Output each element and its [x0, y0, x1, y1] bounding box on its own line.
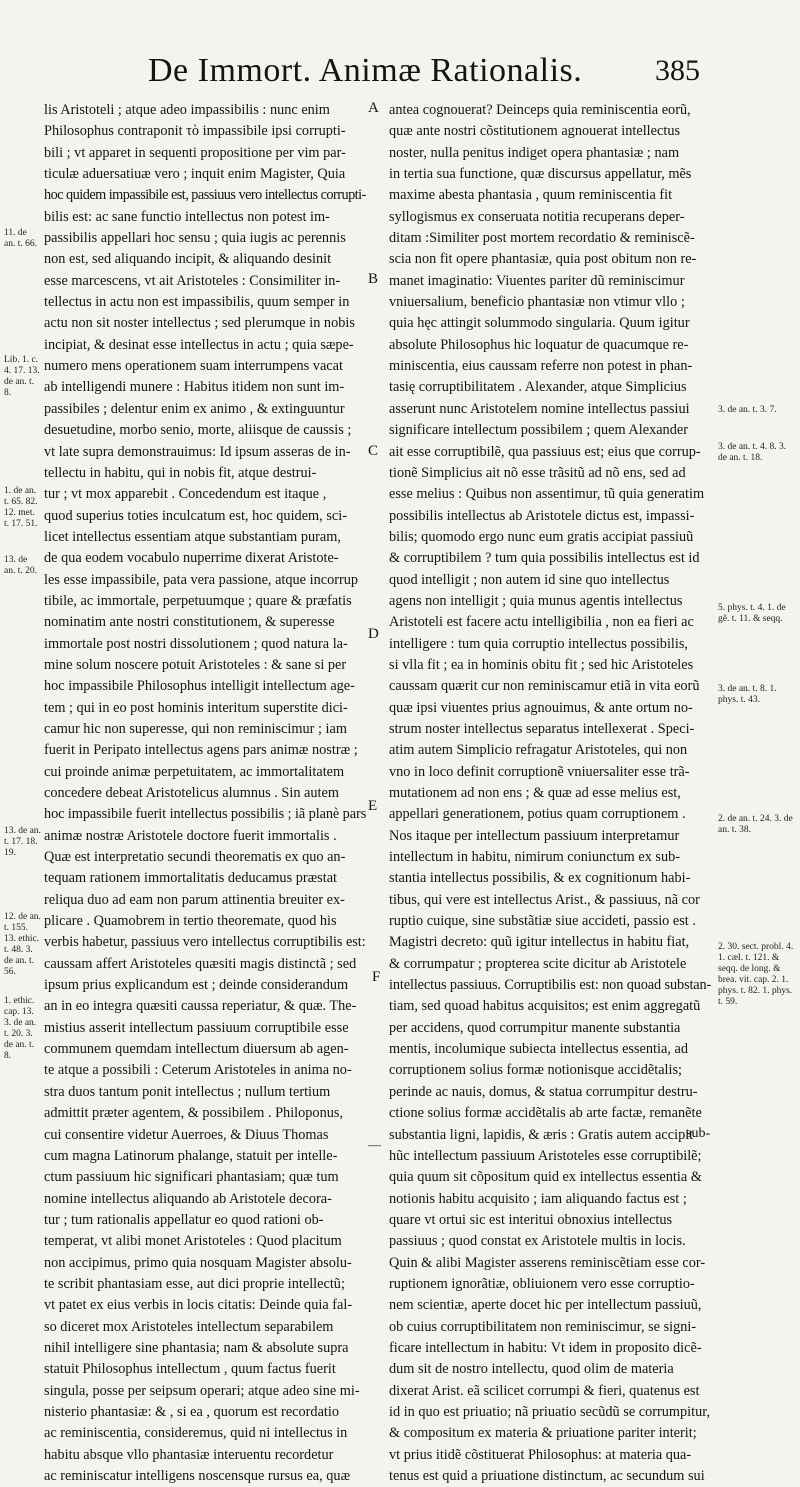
- text-line: mutationem ad non ens ; & quæ ad esse melius est,: [389, 785, 681, 801]
- text-line: lis Aristoteli ; atque adeo impassibilis : nunc enim: [44, 102, 330, 118]
- text-line: Nos itaque per intellectum passiuum interpretamur: [389, 827, 680, 844]
- text-line: asserunt nunc Aristotelem nomine intellectus passiui: [389, 400, 690, 417]
- text-line: ac reminiscatur intelligens noscensque rursus ea, quæ: [44, 1468, 351, 1484]
- margin-note: 3. de an. t. 4. 8. 3. de an. t. 18.: [718, 442, 787, 463]
- text-line: quæ ipsi viuentes prius agnouimus, & ante ortum no-: [389, 699, 693, 716]
- text-line: strum noster intellectus separatus intellexerat . Speci-: [389, 720, 695, 737]
- text-line: singula, posse per seipsum operari; atque adeo sine mi-: [44, 1382, 360, 1399]
- text-line: tur ; vt mox apparebit . Concedendum est itaque ,: [44, 486, 327, 503]
- text-line: ait esse corruptibilẽ, qua passiuus est; eius que corrup-: [389, 443, 701, 460]
- margin-note: 2. 30. sect. probl. 4. 1. cæl. t. 121. & seqq. de long. & brea. vit. cap. 2. 1. phys. t. 82. 1. phys. t. 59.: [718, 942, 794, 1007]
- text-line: quod intelligit ; non autem id sine quo intellectus: [389, 571, 670, 588]
- text-line: appellari generationem, potius quam corruptionem .: [389, 806, 686, 823]
- text-line: syllogismus ex conseruata notitia recuperans deper-: [389, 208, 685, 225]
- text-line: an in eo integra quæsiti caussa reperiatur, & quæ. The-: [44, 998, 357, 1015]
- text-line: de qua eodem vocabulo nuperrime dixerat Aristote-: [44, 550, 339, 567]
- text-line: passibilis appellari hoc sensu ; quia iugis ac perennis: [44, 230, 346, 247]
- text-line: tionẽ Simplicius ait nõ esse trãsitũ ad nõ ens, sed ad: [389, 464, 686, 481]
- text-line: possibilis intellectus ab Aristotele dictus est, impassi-: [389, 507, 695, 524]
- text-line: mentis, incolumique subiecta intellectus essentia, ad: [389, 1041, 688, 1058]
- text-line: stantia intellectus possibilis, & ex cognitionum habi-: [389, 870, 691, 887]
- text-line: ctione solius formæ accidẽtalis ab arte factæ, remanẽte: [389, 1105, 702, 1122]
- text-line: animæ nostræ Aristotele doctore fuerit immortalis .: [44, 827, 337, 844]
- text-line: tellectu in habitu, qui in nobis fit, atque destrui-: [44, 464, 317, 481]
- section-marker: E: [368, 798, 378, 814]
- text-line: & corrumpatur ; propterea scite dicitur ab Aristotele: [389, 955, 687, 972]
- text-line: Quin & alibi Magister asserens reminiscẽtiam esse cor-: [389, 1254, 706, 1271]
- text-line: ctum passiuum hic significari phantasiam; quæ tum: [44, 1169, 339, 1186]
- text-line: quod superius toties inculcatum est, hoc quidem, sci-: [44, 507, 347, 524]
- text-line: caussam quærit cur non reminiscamur etiã in vita eorũ: [389, 678, 700, 695]
- section-marker: C: [368, 443, 379, 459]
- text-line: Magistri decreto: quũ igitur intellectus in habitu fiat,: [389, 934, 690, 951]
- text-line: significare intellectum possibilem ; quem Alexander: [389, 422, 688, 439]
- section-marker: D: [368, 626, 379, 642]
- text-line: tur ; tum rationalis appellatur eo quod rationi ob-: [44, 1211, 324, 1228]
- text-line: per accidens, quod corrumpitur manente substantia: [389, 1019, 681, 1036]
- text-line: cui proinde animæ perpetuitatem, ac immortalitatem: [44, 763, 345, 780]
- section-marker: F: [372, 969, 381, 985]
- text-line: ficare intellectum in habitu: Vt idem in proposito dicẽ-: [389, 1339, 702, 1356]
- text-line: nisterio phantasiæ: & , si ea , quorum est recordatio: [44, 1403, 340, 1420]
- text-line: ruptio cuique, sine substãtiæ siue accideti, passio est .: [389, 913, 696, 930]
- text-line: tibus, qui vere est intellectus Arist., & passiuus, nã cor: [389, 891, 700, 908]
- text-line: agens non intelligit ; quia munus agentis intellectus: [389, 592, 683, 609]
- text-line: ditam :Similiter post mortem recordatio & reminiscẽ-: [389, 230, 695, 247]
- text-line: statuit Philosophus intellectum , quum factus fuerit: [44, 1361, 336, 1378]
- text-line: caussam affert Aristoteles quæsiti magis distinctã ; sed: [44, 955, 357, 972]
- text-line: quæ ante nostri cõstitutionem agnouerat intellectus: [389, 123, 681, 140]
- margin-note: 12. de an. t. 155. 13. ethic. t. 48. 3. de an. t. 56.: [4, 912, 41, 977]
- text-line: perinde ac nauis, domus, & statua corrumpitur destru-: [389, 1083, 698, 1100]
- text-line: concedere debeat Aristotelicus alumnus . Sin autem: [44, 785, 339, 801]
- text-line: antea cognouerat? Deinceps quia reminiscentia eorũ,: [389, 102, 691, 118]
- text-line: nomine intellectus aliquando ab Aristotele decora-: [44, 1190, 332, 1207]
- text-line: si vlla fit ; ea in hominis obitu fit ; sed hic Aristoteles: [389, 656, 694, 673]
- text-line: temperat, vt alibi monet Aristoteles : Quod placitum: [44, 1233, 342, 1250]
- text-line: quare vt ortui sic est interitui obnoxius intellectus: [389, 1211, 673, 1228]
- text-line: tiam, sed quoad habitus acquisitos; est enim aggregatũ: [389, 998, 701, 1015]
- text-line: cum magna Latinorum phalange, statuit per intelle-: [44, 1147, 338, 1164]
- margin-note: 3. de an. t. 8. 1. phys. t. 43.: [718, 684, 777, 705]
- text-line: vt late supra demonstrauimus: Id ipsum asseras de in-: [44, 443, 351, 460]
- text-line: bilis est: ac sane functio intellectus non potest im-: [44, 208, 330, 225]
- text-line: immortale post nostri dissolutionem ; quod natura la-: [44, 635, 348, 652]
- text-line: dixerat Arist. eã scilicet corrumpi & fieri, quatenus est: [389, 1382, 700, 1399]
- margin-note: 1. ethic. cap. 13. 3. de an. t. 20. 3. de an. t. 8.: [4, 996, 37, 1061]
- text-line: numero mens operationem suam interrumpens vacat: [44, 358, 343, 375]
- text-line: ipsum prius explicandum est ; deinde considerandum: [44, 977, 349, 994]
- text-line: passibiles ; delentur enim ex animo , & extinguuntur: [44, 400, 345, 417]
- text-line: passiuus ; quod constat ex Aristotele multis in locis.: [389, 1233, 686, 1250]
- text-line: non est, sed aliquando incipit, & aliquando desinit: [44, 251, 332, 268]
- text-line: tem ; qui in eo post hominis interitum superstite dici-: [44, 699, 348, 716]
- text-line: habitu absque vllo phantasiæ interuentu recordetur: [44, 1446, 334, 1463]
- text-line: actu non sit noster intellectus ; sed plerumque in nobis: [44, 315, 355, 332]
- margin-note: 5. phys. t. 4. 1. de gẽ. t. 11. & seqq.: [718, 603, 786, 624]
- text-line: communem quemdam intellectum diuersum ab agen-: [44, 1041, 349, 1058]
- text-line: vt patet ex eius verbis in locis citatis: Deinde quia fal-: [44, 1297, 353, 1314]
- text-line: reliqua duo ad eam non parum attinentia breuiter ex-: [44, 891, 345, 908]
- margin-note: 13. de an. t. 17. 18. 19.: [4, 826, 41, 858]
- text-line: mistius asserit intellectum passiuum corruptibile esse: [44, 1019, 349, 1036]
- text-line: corruptionem solius formæ notionisque accidẽtalis;: [389, 1062, 683, 1079]
- text-line: absolute Philosophus hic loquatur de quacumque re-: [389, 336, 689, 353]
- text-line: tellectus in actu non est impassibilis, quum semper in: [44, 294, 350, 311]
- text-line: Philosophus contraponit τὸ impassibile ipsi corrupti-: [44, 123, 346, 140]
- text-line: & compositum ex materia & priuatione pariter interit;: [389, 1425, 697, 1442]
- text-line: plicare . Quamobrem in tertio theoremate, quod his: [44, 913, 337, 930]
- text-line: atim autem Simplicio refragatur Aristoteles, qui non: [389, 742, 688, 759]
- text-line: scia non fit opere phantasiæ, quia post obitum non re-: [389, 251, 697, 268]
- text-line: cui consentire videtur Auerroes, & Diuus Thomas: [44, 1126, 329, 1143]
- text-line: esse marcescens, vt ait Aristoteles : Consimiliter in-: [44, 272, 341, 289]
- text-line: fuerit in Peripato intellectus agens pars animæ nostræ ;: [44, 742, 358, 759]
- text-line: vno in loco definit corruptionẽ vniuersaliter esse trã-: [389, 763, 690, 780]
- text-line: admittit præter agentem, & possibilem . Philoponus,: [44, 1105, 344, 1122]
- text-line: intelligere : tum quia corruptio intellectus possibilis,: [389, 635, 688, 652]
- text-line: les esse impassibile, pata vera passione, atque incorrup: [44, 571, 359, 588]
- text-line: licet intellectus essentiam atque substantiam puram,: [44, 528, 341, 545]
- text-line: hoc impassibile Philosophus intelligit intellectum age-: [44, 678, 355, 695]
- text-line: camur hic non superesse, qui non reminiscimur ; iam: [44, 720, 347, 737]
- text-line: ruptionem ignorãtiæ, obliuionem vero esse corruptio-: [389, 1275, 695, 1292]
- text-line: intellectum in habitu, nimirum coniunctum ex sub-: [389, 849, 681, 866]
- text-line: in tertia sua functione, quæ discursus appellatur, mẽs: [389, 166, 692, 183]
- text-line: desuetudine, morbo senio, morte, aliisque de caussis ;: [44, 422, 352, 439]
- text-line: dum sit de nostro intellectu, quod olim de materia: [389, 1361, 674, 1378]
- margin-note: 1. de an. t. 65. 82. 12. met. t. 17. 51.: [4, 486, 38, 529]
- text-line: mine solum noscere potuit Aristoteles : & sane si per: [44, 656, 347, 673]
- left-text-column: [44, 100, 366, 1487]
- text-line: Aristoteli est facere actu intelligibilia , non ea fieri ac: [389, 614, 694, 631]
- text-line: manet imaginatio: Viuentes pariter dũ reminiscimur: [389, 272, 685, 289]
- catchword: sub-: [686, 1126, 711, 1141]
- text-line: hũc intellectum passiuum Aristoteles esse corruptibilẽ;: [389, 1147, 702, 1164]
- text-line: vniuersalium, beneficio phantasiæ non vtimur vllo ;: [389, 294, 685, 311]
- text-line: ob cuius corruptibilitatem non reminiscimur, se signi-: [389, 1318, 697, 1335]
- text-line: ticulæ aduersatiuæ vero ; inquit enim Magister, Quia: [44, 166, 346, 183]
- text-line: & corruptibilem ? tum quia possibilis intellectus est id: [389, 550, 700, 567]
- text-line: te scribit phantasiam esse, aut dici proprie intellectũ;: [44, 1275, 345, 1292]
- text-line: ab intelligendi munere : Habitus itidem non sunt im-: [44, 379, 345, 396]
- text-line: incipiat, & desinat esse intellectus in actu ; quia sæpe-: [44, 336, 354, 353]
- text-line: stra duos tantum ponit intellectus ; nullum tertium: [44, 1083, 331, 1100]
- text-line: nem scientiæ, aperte docet hic per intellectum passiuũ,: [389, 1297, 702, 1314]
- signature-mark: —: [368, 1137, 381, 1152]
- text-line: verbis habetur, passiuus vero intellectus corruptibilis est:: [44, 934, 366, 951]
- text-line: substantia ligni, lapidis, & æris : Gratis autem accipit: [389, 1126, 694, 1143]
- text-line: notionis habitu acquisito ; iam aliquando factus est ;: [389, 1190, 687, 1207]
- right-text-column: [389, 100, 711, 1487]
- text-line: quia quum sit cõpositum quid ex intellectus essentia &: [389, 1169, 702, 1186]
- margin-note: 3. de an. t. 3. 7.: [718, 405, 777, 415]
- text-line: hoc quidem impassibile est, passiuus vero intellectus corrupti-: [44, 187, 366, 204]
- text-line: quia hęc attingit solummodo singularia. Quum igitur: [389, 315, 690, 332]
- text-line: esse melius : Quibus non assentimur, tũ quia generatim: [389, 486, 705, 503]
- text-line: noster, nulla penitus indiget opera phantasiæ ; nam: [389, 144, 680, 161]
- text-line: intellectus passiuus. Corruptibilis est: non quoad substan-: [389, 977, 711, 994]
- text-line: tibile, ac immortale, perpetuumque ; quare & præfatis: [44, 592, 352, 609]
- text-line: bilis; quomodo ergo nunc eum gratis accipiat passiuũ: [389, 528, 694, 545]
- text-line: tequam rationem immortalitatis deducamus præstat: [44, 870, 338, 887]
- margin-note: 11. de an. t. 66.: [4, 228, 37, 249]
- page-number: 385: [655, 54, 700, 87]
- text-line: ac reminiscentia, consideremus, quid ni intellectus in: [44, 1425, 348, 1442]
- text-line: bili ; vt apparet in sequenti propositione per vim par-: [44, 144, 346, 161]
- text-line: tasię corruptibilitatem . Alexander, atque Simplicius: [389, 379, 687, 396]
- running-title: De Immort. Animæ Rationalis.: [148, 52, 583, 89]
- text-line: te atque a possibili : Ceterum Aristoteles in anima no-: [44, 1062, 352, 1079]
- running-header: [0, 52, 800, 96]
- text-line: hoc impassibile fuerit intellectus possibilis ; iã planè pars: [44, 806, 366, 823]
- text-line: non accipimus, primo quia nosquam Magister absolu-: [44, 1254, 352, 1271]
- text-line: Quæ est interpretatio secundi theorematis ex quo an-: [44, 849, 346, 866]
- text-line: so diceret mox Aristoteles intellectum separabilem: [44, 1318, 334, 1335]
- margin-note: 13. de an. t. 20.: [4, 555, 37, 576]
- text-line: id in quo est priuatio; nã priuatio secũdũ se corrumpitur,: [389, 1403, 711, 1420]
- text-line: miniscentia, eius caussam referre non potest in phan-: [389, 358, 693, 375]
- text-line: nihil intelligere sine phantasia; nam & absolute supra: [44, 1339, 349, 1356]
- section-marker: A: [368, 100, 379, 116]
- margin-note: Lib. 1. c. 4. 17. 13. de an. t. 8.: [4, 355, 40, 398]
- text-line: maxime abesta phantasia , quum reminiscentia fit: [389, 187, 673, 204]
- text-line: nominatim ante nostri constitutionem, & superesse: [44, 614, 335, 631]
- text-line: tenus est quid a priuatione distinctum, ac secundum sui: [389, 1468, 705, 1484]
- text-line: vt prius itidẽ cõstituerat Philosophus: at materia qua-: [389, 1446, 692, 1463]
- margin-note: 2. de an. t. 24. 3. de an. t. 38.: [718, 814, 793, 835]
- section-marker: B: [368, 271, 379, 287]
